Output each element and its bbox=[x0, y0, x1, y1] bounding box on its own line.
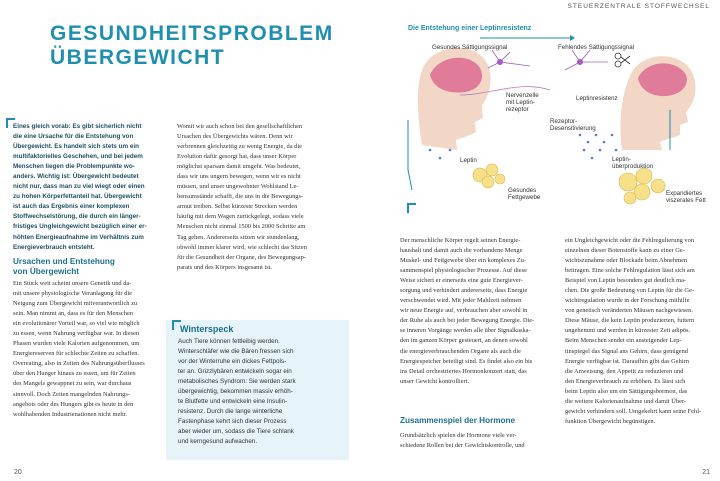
left-column bbox=[13, 257, 163, 420]
text-line: sinnvoll. Doch Zeiten mangelnden Nahrungs- bbox=[13, 390, 130, 398]
right-column-2 bbox=[565, 236, 713, 427]
text-line: te Blutfette und entwickeln eine Insulin- bbox=[178, 398, 288, 406]
text-line: wichtszunahme oder Blockade beim Abnehmen bbox=[565, 257, 688, 265]
text-line: Beim Menschen sendet ein ansteigender Lep- bbox=[565, 337, 682, 345]
text-line: einzelnen dieser Botenstoffe kann zu einer Ge- bbox=[565, 247, 685, 255]
text-line: bensumstände schafft, die uns in die Bewegungs- bbox=[177, 193, 304, 201]
text-line: zu essen, wenn Nahrung verfügbar war. In diesen bbox=[13, 330, 140, 338]
info-box-title: Winterspeck bbox=[180, 324, 234, 334]
text-line: wohlhabenden Industrienationen nicht mehr. bbox=[13, 410, 127, 418]
body-text bbox=[13, 279, 163, 420]
text-line: Overeating, also in Zeiten des Nahrungsüberflusses bbox=[13, 360, 145, 368]
scissors-icon bbox=[615, 53, 630, 67]
text-line: Ein Stück weit scheint unsere Genetik und da- bbox=[13, 280, 132, 287]
text-line: mit unsere physiologische Veranlagung für die bbox=[13, 290, 132, 298]
text-line: Energie verfügbar ist. Daraufhin gibt das Gehirn bbox=[565, 357, 689, 365]
page-title: GESUNDHEITSPROBLEM ÜBERGEWICHT bbox=[50, 22, 334, 69]
text-line: chen. Die große Bedeutung von Leptin für die Ge- bbox=[565, 287, 695, 295]
text-line: übergewichtig, bekommen massiv erhöh- bbox=[178, 388, 293, 396]
text-line: verbrennen gleichzeitig zu wenig Energie, da die bbox=[177, 143, 302, 151]
text-line: wichtregulation wurde in der Forschung mithilfe bbox=[565, 297, 690, 305]
right-column-1 bbox=[400, 236, 552, 387]
middle-column bbox=[177, 122, 345, 273]
text-line: den im ganzen Körper gesteuert, an denen sowohl bbox=[400, 337, 528, 345]
leptin-arrow bbox=[408, 120, 412, 190]
text-line: Evolution dafür gesorgt hat, dass unser Körper bbox=[177, 153, 297, 161]
text-line: Beispiel von Leptin besonders gut deutlich ma- bbox=[565, 277, 687, 285]
text-line: se inneren Vorgänge werden alle über Signalkaska- bbox=[400, 327, 531, 335]
text-line: verschwendet wird. Mit jeder Mahlzeit nehmen bbox=[400, 297, 522, 305]
text-line: ist auch das Ergebnis einer komplexen bbox=[13, 203, 130, 211]
text-line: anders. Wichtig ist: Übergewicht bedeutet bbox=[13, 173, 139, 181]
label-healthy-signal: Gesundes Sättigungssignal bbox=[432, 44, 508, 51]
text-line: angebots oder des Hungers gibt es heute in den bbox=[13, 400, 134, 408]
label-receptor: Rezeptor- Desensitivierung bbox=[550, 118, 596, 132]
info-box-text bbox=[178, 337, 342, 448]
text-line: ungehemmt und werden in kürzester Zeit adipös. bbox=[565, 327, 691, 335]
text-line: zu hohen Körperfettanteil hat. Übergewicht bbox=[13, 193, 142, 201]
text-line: Übergewicht. Es handelt sich stets um ein bbox=[13, 143, 139, 151]
text-line: sammenspiel physiologischer Prozesse. Auf diese bbox=[400, 267, 527, 275]
subheading: Ursachen und Entstehung von Übergewicht bbox=[13, 257, 115, 276]
text-line: beim Leptin also um ein Sättigungsbormon, das bbox=[565, 387, 688, 395]
label-missing-signal: Fehlendes Sättigungssignal bbox=[558, 44, 635, 51]
right-bracket-decoration bbox=[407, 203, 416, 213]
text-line: armut treiben. Selbst kürzeste Strecken werden bbox=[177, 203, 298, 211]
text-line: der Ruhe als auch bei jeder Bewegung Energie. Die- bbox=[400, 317, 535, 325]
subheading-hormones: Zusammenspiel der Hormone bbox=[400, 416, 516, 425]
text-line: sorgung und verhindert andererseits, dass Energie bbox=[400, 287, 528, 295]
label-overproduction: Leptin- überproduktion bbox=[612, 156, 654, 170]
text-line: Stoffwechselstörung, die durch ein länger- bbox=[13, 213, 141, 221]
text-line: ein Ungleichgewicht oder die Fehlregulierung von bbox=[565, 237, 695, 244]
text-line: tinspiegel das Signal ans Gehirn, dass genügend bbox=[565, 347, 688, 355]
intro-paragraph bbox=[13, 122, 161, 253]
label-visceral-fat: Expandiertes viszerales Fett bbox=[666, 190, 706, 204]
fat-tissue-visceral bbox=[619, 168, 665, 204]
text-line: die Anweisung, den Appetit zu reduzieren und bbox=[565, 367, 684, 375]
text-line: Winterschläfer wie die Bären fressen sich bbox=[178, 348, 294, 356]
text-line: Fastenphase kehrt sich dieser Prozess bbox=[178, 418, 287, 426]
text-line: über den Hunger hinaus zu essen, um für Zeiten bbox=[13, 370, 136, 378]
text-line: haushalt und damit auch die vorhandene Menge bbox=[400, 247, 523, 255]
text-line: resistenz. Durch die lange winterliche bbox=[178, 408, 283, 416]
text-line: Grundsätzlich spielen die Hormone viele ver- bbox=[400, 432, 517, 439]
text-line: von genetisch veränderten Mäusen nachgewiesen. bbox=[565, 307, 693, 315]
text-line: Menschen nicht einmal 1500 bis 2000 Schritte am bbox=[177, 223, 306, 231]
text-line: nicht nur, dass man zu viel wiegt oder einen bbox=[13, 183, 145, 191]
text-line: Diese Mäuse, die kein Leptin produzierten, futtern bbox=[565, 317, 695, 325]
text-line: fristiges Ungleichgewicht bezüglich einer er- bbox=[13, 223, 147, 231]
text-line: möglichst sparsam damit umgeht. Was bedeutet, bbox=[177, 163, 301, 171]
text-line: Ursachen des Übergewichts wären. Denn wir bbox=[177, 133, 293, 141]
text-line: Phasen wurden viele Kalorien aufgenommen, um bbox=[13, 340, 140, 348]
text-line: Muskel- und Fettgewebe über ein komplexes Zu- bbox=[400, 257, 527, 265]
text-line: wir neue Energie auf, verbrauchen aber sowohl in bbox=[400, 307, 528, 315]
text-line: Tag gehen. Andererseits sitzen wir stundenlang, bbox=[177, 233, 300, 241]
text-line: schiedene Rollen bei der Gewichtskontrolle, und bbox=[400, 442, 525, 450]
page-number: 21 bbox=[702, 469, 710, 476]
running-header: STEUERZENTRALE STOFFWECHSEL bbox=[567, 3, 710, 10]
text-line: die eine Ursache für die Entstehung von bbox=[13, 133, 134, 141]
text-line: Der menschliche Körper regelt seinen Energie- bbox=[400, 237, 521, 244]
text-line: den Energieverbrauch zu erhöhen. Es lässt sich bbox=[565, 377, 686, 385]
text-line: parats und des Körpers insgesamt ist. bbox=[177, 263, 273, 271]
text-line: metabolisches Syndrom: Sie werden stark bbox=[178, 378, 296, 386]
arrow-head bbox=[570, 35, 575, 41]
text-line: obwohl immer klarer wird, wie schlecht das Sitzen bbox=[177, 243, 307, 251]
text-line: sein. Man nimmt an, dass es für den Menschen bbox=[13, 310, 133, 318]
text-line: Eines gleich vorab: Es gibt sicherlich nicht bbox=[13, 123, 142, 130]
text-line: häufig mit dem Wagen zurückgelegt, sodass viele bbox=[177, 213, 304, 221]
text-line: Energieverbrauch entsteht. bbox=[13, 243, 95, 251]
diagram-title: Die Entstehung einer Leptinresistenz bbox=[408, 25, 532, 32]
text-line: die weitere Kalorienaufnahme und damit Über- bbox=[565, 397, 687, 405]
text-line: höhten Energieaufnahme im Verhältnis zum bbox=[13, 233, 144, 241]
right-page bbox=[360, 0, 720, 481]
text-line: multifaktorielles Geschehen, und bei jedem bbox=[13, 153, 143, 161]
text-line: für die Gesundheit der Organe, des Bewegungsap- bbox=[177, 253, 306, 261]
text-line: unser Gewicht kontrolliert. bbox=[400, 377, 470, 385]
label-leptin: Leptin bbox=[460, 157, 477, 164]
page-number: 20 bbox=[14, 469, 22, 476]
text-line: die energieverbrauchenden Organe als auch die bbox=[400, 347, 521, 355]
label-healthy-fat: Gesundes Fettgewebe bbox=[508, 187, 541, 201]
text-line: aber wieder um, sodass die Tiere schlank bbox=[178, 428, 294, 436]
text-line: Weise sichert er einerseits eine gute Energiever- bbox=[400, 277, 523, 285]
text-line: und kerngesund aufwachen. bbox=[178, 438, 258, 446]
nerve-cell-icon bbox=[488, 50, 608, 70]
text-line: vor der Winterruhe ein dickes Fettpols- bbox=[178, 358, 287, 366]
text-line: Neigung zum Übergewicht mitverantwortlich zu bbox=[13, 300, 138, 308]
text-line: Menschen liegen die Problempunkte wo- bbox=[13, 163, 135, 171]
text-line: gewicht verhindern soll. Umgekehrt kann seine Fehl- bbox=[565, 407, 702, 415]
text-line: dass wir uns ungern bewegen, wenn wir es nicht bbox=[177, 173, 301, 181]
text-line: des Mangels gewappnet zu sein, war durchaus bbox=[13, 380, 132, 388]
text-line: Energiespeicher beteiligt sind. Es findet also ein bis bbox=[400, 357, 533, 365]
text-line: müssen, und unser ungewohnter Wohlstand Le- bbox=[177, 183, 299, 191]
text-line: beitragen. Eine solche Fehlregulation lässt sich am bbox=[565, 267, 695, 275]
text-line: funktion Übergewicht begünstigen. bbox=[565, 417, 656, 425]
fat-tissue-healthy bbox=[473, 164, 505, 188]
right-column-1-continued bbox=[400, 431, 552, 451]
text-line: ein evolutionärer Vorteil war, so viel wie möglich bbox=[13, 320, 140, 328]
text-line: ins Detail orchestriertes Hormonkonzert statt, das bbox=[400, 367, 527, 375]
label-nerve-cell: Nervenzelle mit Leptin- rezeptor bbox=[506, 92, 539, 113]
text-line: Energiereserven für schlechte Zeiten zu schaffen. bbox=[13, 350, 140, 358]
text-line: ter an. Grizzlybären entwickeln sogar ein bbox=[178, 368, 292, 376]
label-leptin-resistance: Leptinresistenz bbox=[576, 95, 618, 102]
text-line: Auch Tiere können fettleibig werden. bbox=[178, 338, 280, 345]
text-line: Womit wir auch schon bei den gesellschaftlichen bbox=[177, 123, 303, 130]
